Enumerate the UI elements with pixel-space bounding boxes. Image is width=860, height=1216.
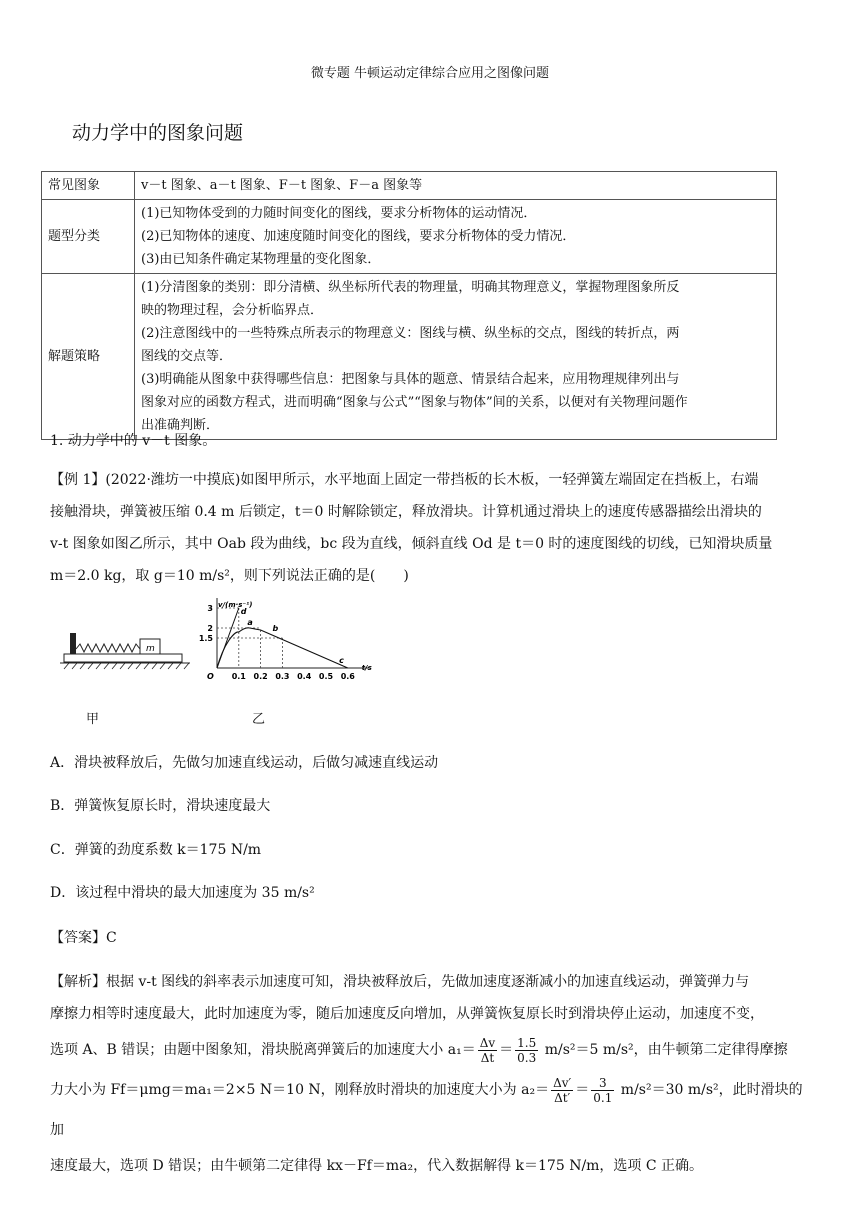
caption-yi: 乙 xyxy=(252,712,266,727)
x-tick-label: 0.6 xyxy=(340,672,355,681)
x-tick-label: 0.4 xyxy=(297,672,312,681)
x-axis-label: t/s xyxy=(361,664,372,672)
table-line: (1)分清图象的类别：即分清横、纵坐标所代表的物理量，明确其物理意义，掌握物理图象所反 xyxy=(141,280,680,295)
table-content xyxy=(135,172,777,200)
table-line: (1)已知物体受到的力随时间变化的图线，要求分析物体的运动情况． xyxy=(141,206,537,221)
table-line: 出准确判断． xyxy=(141,418,220,433)
y-tick-label: 3 xyxy=(207,604,213,613)
table-category: 解题策略 xyxy=(42,274,135,440)
table-line: 图线的交点等． xyxy=(141,349,233,364)
analysis xyxy=(50,966,810,1182)
x-tick-label: 0.1 xyxy=(231,672,246,681)
fraction: $\frac{\Delta v'}{\Delta t'}$ xyxy=(553,1075,572,1105)
table-line: 图象对应的函数方程式，进而明确“图象与公式”“图象与物体”间的关系，以便对有关物理问题作 xyxy=(141,395,688,410)
ground-hatch xyxy=(64,663,189,669)
table-line: (3)由已知条件确定某物理量的变化图象． xyxy=(141,252,381,267)
analysis-line: 力大小为 Ff＝μmg＝ma₁＝2×5 N＝10 N，刚释放时滑块的加速度大小为 a₂＝ $\frac{\Delta v'}{\Delta t'}$ ＝ $\frac{3}{0.1}$ m/s²＝30 m/s²，此时滑块的加 xyxy=(50,1075,803,1138)
table-line: v－t 图象、a－t 图象、F－t 图象、F－a 图象等 xyxy=(141,178,423,193)
analysis-line: 速度最大，选项 D 错误；由牛顿第二定律得 kx－Ff＝ma₂，代入数据解得 k＝175 N/m，选项 C 正确。 xyxy=(50,1158,704,1174)
point-label-d: d xyxy=(240,607,247,616)
example-source: (2022·潍坊一中摸底) xyxy=(105,472,241,488)
origin-label: O xyxy=(207,672,214,681)
section-title: 动力学中的图象问题 xyxy=(72,122,244,144)
y-tick-label: 2 xyxy=(207,624,213,633)
vt-chart xyxy=(195,598,380,683)
plank xyxy=(64,654,182,662)
example-line: 接触滑块，弹簧被压缩 0.4 m 后锁定，t＝0 时解除锁定，释放滑块。计算机通过滑块上的速度传感器描绘出滑块的 xyxy=(50,504,762,520)
table-line: 映的物理过程，会分析临界点． xyxy=(141,303,324,318)
baffle xyxy=(70,633,76,655)
analysis-line: 摩擦力相等时速度最大，此时加速度为零，随后加速度反向增加，从弹簧恢复原长时到滑块停止运动，加速度不变， xyxy=(50,1006,764,1022)
question-heading: 1. 动力学中的 v－t 图象。 xyxy=(50,433,217,449)
fraction: $\frac{\Delta v}{\Delta t}$ xyxy=(479,1035,496,1065)
y-axis-label: v/(m·s⁻¹) xyxy=(218,601,253,609)
caption-jia: 甲 xyxy=(86,712,100,727)
table-content xyxy=(135,200,777,274)
table-line: (2)已知物体的速度、加速度随时间变化的图线，要求分析物体的受力情况． xyxy=(141,229,576,244)
spring xyxy=(76,644,140,652)
example-line: 【例 1】(2022·潍坊一中摸底)如图甲所示，水平地面上固定一带挡板的长木板，一轻弹簧左端固定在挡板上，右端 xyxy=(50,472,759,488)
option-d: D．该过程中滑块的最大加速度为 35 m/s² xyxy=(50,885,315,901)
page-header: 微专题 牛顿运动定律综合应用之图像问题 xyxy=(310,66,550,81)
table-line: (2)注意图线中的一些特殊点所表示的物理意义：图线与横、纵坐标的交点，图线的转折点，两 xyxy=(141,326,680,341)
example-line: v-t 图象如图乙所示，其中 Oab 段为曲线，bc 段为直线，倾斜直线 Od 是 t＝0 时的速度图线的切线，已知滑块质量 xyxy=(50,536,773,552)
answer: 【答案】C xyxy=(50,930,117,946)
fraction: $\frac{3}{0.1}$ xyxy=(593,1075,613,1105)
analysis-line: 【解析】根据 v-t 图线的斜率表示加速度可知，滑块被释放后，先做加速度逐渐减小的加速直线运动，弹簧弹力与 xyxy=(50,974,750,990)
table-row xyxy=(42,200,777,274)
strategy-table xyxy=(41,171,777,440)
block-label: m xyxy=(146,644,155,654)
x-tick-label: 0.2 xyxy=(253,672,268,681)
table-row xyxy=(42,274,777,440)
example-stem xyxy=(50,464,810,592)
point-label-c: c xyxy=(339,656,344,665)
analysis-line: 选项 A、B 错误；由题中图象知，滑块脱离弹簧后的加速度大小 a₁＝ $\frac{\Delta v}{\Delta t}$ ＝ $\frac{1.5}{0.3}$ m/s²＝5 m/s²，由牛顿第二定律得摩擦 xyxy=(50,1035,788,1065)
x-tick-label: 0.5 xyxy=(318,672,334,681)
point-label-a: a xyxy=(247,618,253,627)
y-tick-label: 1.5 xyxy=(198,634,213,643)
x-tick-label: 0.3 xyxy=(275,672,290,681)
figure-jia xyxy=(60,630,190,670)
option-b: B．弹簧恢复原长时，滑块速度最大 xyxy=(50,798,271,814)
table-line: (3)明确能从图象中获得哪些信息：把图象与具体的题意、情景结合起来，应用物理规律列出与 xyxy=(141,372,680,387)
table-content xyxy=(135,274,777,440)
example-tag: 【例 1】 xyxy=(50,472,106,488)
example-line: m＝2.0 kg，取 g＝10 m/s²，则下列说法正确的是( ) xyxy=(50,568,409,584)
option-c: C．弹簧的劲度系数 k＝175 N/m xyxy=(50,842,262,858)
table-category: 常见图象 xyxy=(42,172,135,200)
point-label-b: b xyxy=(272,624,279,633)
tangent-line-od xyxy=(217,608,239,668)
fraction: $\frac{1.5}{0.3}$ xyxy=(517,1035,537,1065)
table-row xyxy=(42,172,777,200)
table-category: 题型分类 xyxy=(42,200,135,274)
option-a: A．滑块被释放后，先做匀加速直线运动，后做匀减速直线运动 xyxy=(50,755,439,771)
